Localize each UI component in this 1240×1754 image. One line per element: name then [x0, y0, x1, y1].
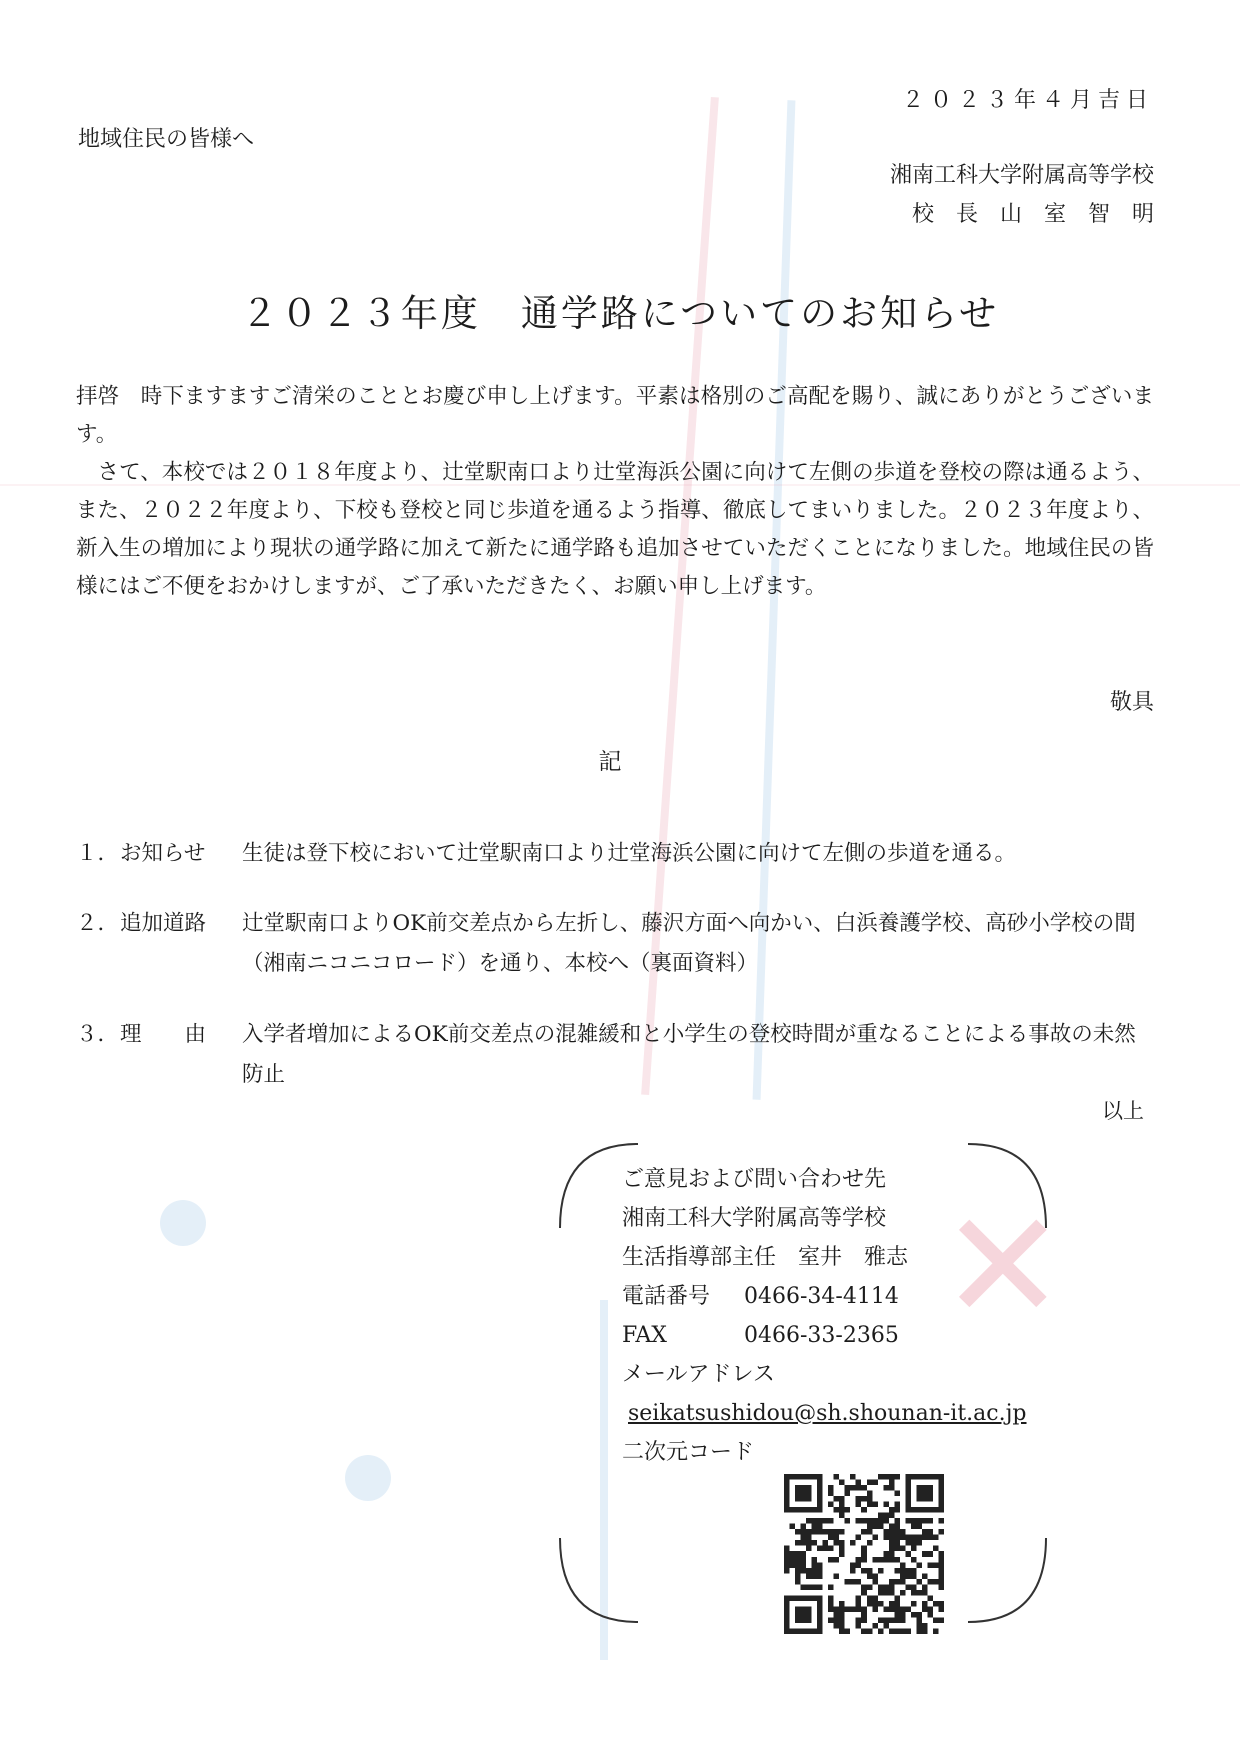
document-date: ２０２３年４月吉日: [901, 88, 1154, 113]
phone-number: 0466-34-4114: [744, 1284, 899, 1309]
contact-fax-row: [622, 1316, 1027, 1355]
item-number: ３．: [76, 1022, 120, 1047]
item-text: 生徒は登下校において辻堂駅南口より辻堂海浜公園に向けて左側の歩道を通る。: [242, 841, 1017, 866]
closing-phrase: 敬具: [1109, 690, 1154, 715]
email-link[interactable]: seikatsushidou@sh.shounan-it.ac.jp: [628, 1401, 1027, 1426]
item-label: 理 由: [120, 1022, 207, 1047]
contact-school: 湘南工科大学附属高等学校: [622, 1206, 887, 1231]
recipient: 地域住民の皆様へ: [78, 127, 255, 152]
list-item: [76, 1015, 1156, 1095]
contact-heading: ご意見および問い合わせ先: [622, 1167, 887, 1192]
item-text: 辻堂駅南口よりOK前交差点から左折し、藤沢方面へ向かい、白浜養護学校、高砂小学校の間（湘南ニコニコロード）を通り、本校へ（裏面資料）: [242, 911, 1136, 976]
qr-code-icon[interactable]: [784, 1474, 944, 1634]
item-text: 入学者増加によるOK前交差点の混雑緩和と小学生の登校時間が重なることによる事故の未然防止: [242, 1022, 1136, 1087]
main-paragraph: さて、本校では２０１８年度より、辻堂駅南口より辻堂海浜公園に向けて左側の歩道を登校の際は通るよう、また、２０２２年度より、下校も登校と同じ歩道を通るよう指導、徹底してまいりました。２０２３年度より、新入生の増加により現状の通学路に加えて新たに通学路も追加させていただくことになりました。地域住民の皆様にはご不便をおかけしますが、ご了承いただきたく、お願い申し上げます。: [76, 460, 1154, 599]
show-through-heading-1: [230, 640, 726, 729]
letter-body: [76, 378, 1154, 606]
sender-school: 湘南工科大学附属高等学校: [889, 163, 1154, 188]
contact-person: 生活指導部主任 室井 雅志: [622, 1245, 909, 1270]
show-through-circle: [160, 1200, 206, 1246]
show-through-circle-2: [345, 1455, 391, 1501]
greeting-paragraph: 拝啓 時下ますますご清栄のこととお慶び申し上げます。平素は格別のご高配を賜り、誠にありがとうございます。: [76, 384, 1154, 447]
contact-phone-row: [622, 1277, 1027, 1316]
list-item: [76, 904, 1156, 984]
email-label: メールアドレス: [622, 1362, 775, 1387]
item-label: 追加道路: [120, 911, 207, 936]
list-item: [76, 834, 1156, 874]
item-number: ２．: [76, 911, 120, 936]
phone-label: 電話番号: [622, 1284, 711, 1309]
contact-info: [622, 1160, 1027, 1472]
ki-heading: 記: [598, 749, 622, 775]
qr-label: 二次元コード: [622, 1440, 755, 1465]
page-title: ２０２３年度 通学路についてのお知らせ: [240, 292, 1000, 335]
fax-number: 0466-33-2365: [744, 1323, 899, 1348]
fax-label: FAX: [622, 1323, 667, 1348]
end-mark: 以上: [1102, 1099, 1144, 1123]
item-number: １．: [76, 841, 120, 866]
show-through-cross-mark: ✕: [940, 1180, 1066, 1354]
item-label: お知らせ: [120, 841, 206, 866]
sender-principal: 校長山室智明: [911, 202, 1176, 227]
